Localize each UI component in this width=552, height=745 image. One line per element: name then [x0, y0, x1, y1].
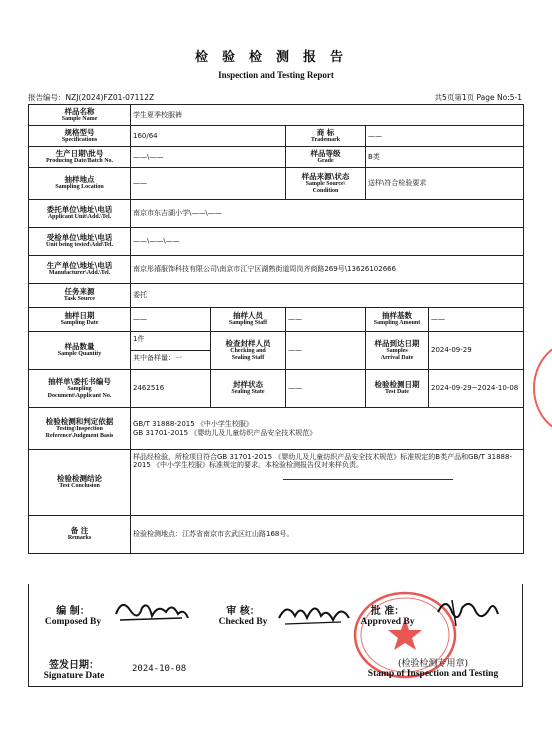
row-sample-quantity: 样品数量 Sample Quantity 1件 其中备样量：一 检查封样人员 Checking and Sealing Staff —— 样品到达日期 Samples Arrival Date 2024-09-29	[29, 332, 524, 370]
row-sampling-document: 抽样单\委托书编号 Sampling Document\Applicant No. 2462516 封样状态 Sealing State —— 检验检测日期 Test Date 2024-09-29~2024-10-08	[29, 370, 524, 408]
row-applicant: 委托单位\地址\电话 Applicant Unit\Add.\Tel. 南京市东吉湖小学\——\——	[29, 200, 524, 228]
report-title-en: Inspection and Testing Report	[218, 70, 334, 80]
row-remarks: 备 注 Remarks 检验检测地点：江苏省南京市玄武区红山路168号。	[29, 516, 524, 554]
checked-by-label: 审 核： Checked By	[218, 606, 268, 627]
edge-seal-stamp	[528, 338, 552, 438]
row-sampling-date: 抽样日期 Sampling Date —— 抽样人员 Sampling Staff —— 抽样基数 Sampling Amount ——	[29, 308, 524, 332]
row-sampling-location: 抽样地点 Sampling Location —— 样品来源\状态 Sample Source\ Condition 送样\符合检验要求	[29, 168, 524, 200]
signature-line	[283, 470, 453, 480]
composed-signature	[112, 594, 192, 628]
row-tested-unit: 受检单位\地址\电话 Unit being tested\Add\Tel. ——\——\——	[29, 228, 524, 256]
checked-signature	[275, 596, 355, 630]
row-conclusion: 检验检测结论 Test Conclusion 样品经检验，所检项目符合GB 31701-2015 《婴幼儿及儿童纺织产品安全技术规范》标准规定的B类产品和GB/T 31888-2015 《中小学生校服》标准规定的要求。本检验检测报告仅对来样负责。	[29, 450, 524, 516]
sample-name-value: 学生夏季校服裤	[131, 105, 524, 126]
row-manufacturer: 生产单位\地址\电话 Manufacturer\Add.\Tel. 南京彤禧服饰科技有限公司\南京市江宁区湖熟街道周岗齐商路269号\13626102666	[29, 256, 524, 284]
approved-signature	[432, 594, 502, 630]
issue-date-value: 2024-10-08	[132, 664, 187, 674]
row-prod-date: 生产日期\批号 Producing Date/Batch No. ——\—— 样品等级 Grade B类	[29, 147, 524, 168]
stamp-label: (检验检测专用章) Stamp of Inspection and Testing	[367, 659, 499, 679]
report-number: 报告编号：NZJ(2024)FZ01-07112Z	[28, 93, 155, 102]
approved-by-label: 批 准： Approved By	[360, 606, 415, 627]
report-title-cn: 检验检测报告	[194, 50, 357, 65]
row-sample-name: 样品名称 Sample Name 学生夏季校服裤	[29, 105, 524, 126]
row-spec: 规格型号 Specifications 160/64 商 标 Trademark ——	[29, 126, 524, 147]
row-task-source: 任务来源 Task Source 委托	[29, 284, 524, 308]
issue-date-label: 签发日期： Signature Date	[43, 660, 105, 681]
conclusion-text: 样品经检验，所检项目符合GB 31701-2015 《婴幼儿及儿童纺织产品安全技术规范》标准规定的B类产品和GB/T 31888-2015 《中小学生校服》标准规定的要求。本检验检测报告仅对来样负责。	[133, 453, 512, 470]
composed-by-label: 编 制： Composed By	[44, 606, 102, 627]
page-info: 共5页第1页 Page No:5-1	[434, 93, 522, 102]
report-meta	[28, 92, 522, 103]
report-table	[28, 104, 524, 554]
row-basis: 检验检测和判定依据 Testing\Inspection Reference\Judgment Basis GB/T 31888-2015 《中小学生校服》 GB 31701-2015 《婴幼儿及儿童纺织产品安全技术规范》	[29, 408, 524, 450]
